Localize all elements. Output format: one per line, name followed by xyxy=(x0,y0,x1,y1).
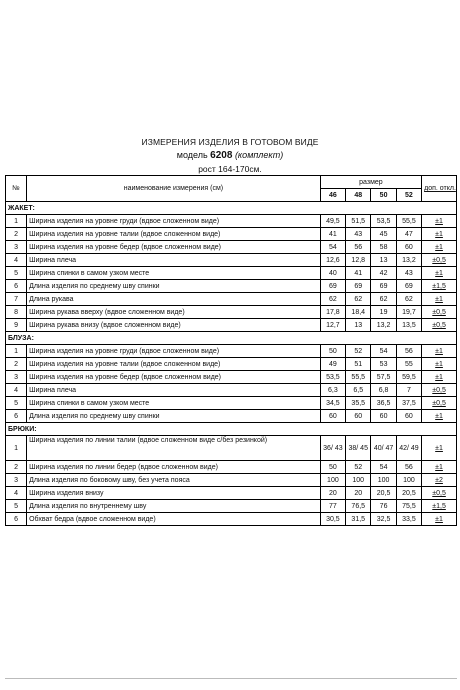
size-value: 19,7 xyxy=(396,306,421,319)
size-value: 35,5 xyxy=(346,397,371,410)
size-value: 36,5 xyxy=(371,397,396,410)
size-value: 50 xyxy=(320,345,345,358)
section-row xyxy=(6,332,457,345)
size-value: 53,5 xyxy=(320,371,345,384)
measurement-name: Ширина изделия на уровне груди (вдвое сложенном виде) xyxy=(27,345,321,358)
size-52: 52 xyxy=(396,189,421,202)
row-number: 5 xyxy=(6,397,27,410)
size-value: 33,5 xyxy=(396,513,421,526)
footer-line xyxy=(5,678,457,679)
measurement-name: Длина изделия по среднему шву спинки xyxy=(27,410,321,423)
row-number: 3 xyxy=(6,371,27,384)
row-number: 8 xyxy=(6,306,27,319)
table-row xyxy=(6,410,457,423)
size-value: 53 xyxy=(371,358,396,371)
size-value: 20 xyxy=(320,487,345,500)
measurement-name: Ширина изделия по линии бедер (вдвое сложенном виде) xyxy=(27,461,321,474)
document-title: ИЗМЕРЕНИЯ ИЗДЕЛИЯ В ГОТОВОМ ВИДЕ xyxy=(141,137,319,147)
size-value: 13 xyxy=(346,319,371,332)
size-value: 34,5 xyxy=(320,397,345,410)
table-row xyxy=(6,487,457,500)
size-value: 12,6 xyxy=(320,254,345,267)
size-value: 100 xyxy=(371,474,396,487)
table-row xyxy=(6,306,457,319)
row-number: 3 xyxy=(6,474,27,487)
tolerance-value: ±0,5 xyxy=(422,254,457,267)
tolerance-value: ±0,5 xyxy=(422,397,457,410)
size-value: 13,2 xyxy=(396,254,421,267)
size-value: 51 xyxy=(346,358,371,371)
size-value: 54 xyxy=(320,241,345,254)
size-value: 69 xyxy=(396,280,421,293)
measurement-name: Ширина изделия на уровне бедер (вдвое сложенном виде) xyxy=(27,241,321,254)
measurement-name: Ширина спинки в самом узком месте xyxy=(27,267,321,280)
size-value: 75,5 xyxy=(396,500,421,513)
table-row xyxy=(6,215,457,228)
size-value: 6,8 xyxy=(371,384,396,397)
size-value: 19 xyxy=(371,306,396,319)
measurement-name: Обхват бедра (вдвое сложенном виде) xyxy=(27,513,321,526)
size-value: 62 xyxy=(396,293,421,306)
table-row xyxy=(6,280,457,293)
measurement-name: Ширина изделия по линии талии (вдвое сложенном виде с/без резинкой) xyxy=(27,436,321,461)
row-number: 4 xyxy=(6,384,27,397)
table-row xyxy=(6,345,457,358)
size-value: 20,5 xyxy=(396,487,421,500)
measurement-name: Ширина плеча xyxy=(27,254,321,267)
column-header-number: № xyxy=(6,176,27,202)
size-value: 12,7 xyxy=(320,319,345,332)
size-value: 58 xyxy=(371,241,396,254)
size-value: 50 xyxy=(320,461,345,474)
measurement-name: Ширина изделия на уровне талии (вдвое сложенном виде) xyxy=(27,358,321,371)
size-value: 62 xyxy=(346,293,371,306)
tolerance-value: ±0,5 xyxy=(422,384,457,397)
size-value: 52 xyxy=(346,345,371,358)
measurement-name: Длина изделия по внутреннему шву xyxy=(27,500,321,513)
table-row xyxy=(6,241,457,254)
size-value: 30,5 xyxy=(320,513,345,526)
size-value: 56 xyxy=(346,241,371,254)
measurement-name: Ширина изделия на уровне талии (вдвое сложенном виде) xyxy=(27,228,321,241)
size-value: 59,5 xyxy=(396,371,421,384)
size-46: 46 xyxy=(320,189,345,202)
tolerance-value: ±0,5 xyxy=(422,306,457,319)
row-number: 5 xyxy=(6,267,27,280)
measurement-name: Ширина рукава вверху (вдвое сложенном виде) xyxy=(27,306,321,319)
measurements-table xyxy=(5,175,457,526)
size-value: 20 xyxy=(346,487,371,500)
size-value: 69 xyxy=(371,280,396,293)
size-value: 60 xyxy=(346,410,371,423)
tolerance-value: ±1 xyxy=(422,293,457,306)
size-value: 32,5 xyxy=(371,513,396,526)
size-value: 52 xyxy=(346,461,371,474)
table-row xyxy=(6,513,457,526)
size-value: 54 xyxy=(371,461,396,474)
row-number: 4 xyxy=(6,487,27,500)
table-row xyxy=(6,474,457,487)
tolerance-value: ±1 xyxy=(422,358,457,371)
size-value: 69 xyxy=(320,280,345,293)
size-value: 18,4 xyxy=(346,306,371,319)
row-number: 6 xyxy=(6,410,27,423)
size-value: 42/ 49 xyxy=(396,436,421,461)
tolerance-value: ±1 xyxy=(422,436,457,461)
measurement-name: Длина изделия по среднему шву спинки xyxy=(27,280,321,293)
row-number: 2 xyxy=(6,228,27,241)
size-value: 76,5 xyxy=(346,500,371,513)
tolerance-value: ±1 xyxy=(422,345,457,358)
column-header-tolerance: доп. откл. xyxy=(422,176,457,202)
size-value: 41 xyxy=(320,228,345,241)
size-value: 13,5 xyxy=(396,319,421,332)
table-row xyxy=(6,267,457,280)
size-value: 49,5 xyxy=(320,215,345,228)
measurement-name: Ширина спинки в самом узком месте xyxy=(27,397,321,410)
table-row xyxy=(6,384,457,397)
table-row xyxy=(6,461,457,474)
size-value: 40/ 47 xyxy=(371,436,396,461)
tolerance-value: ±1,5 xyxy=(422,280,457,293)
measurement-name: Ширина изделия на уровне бедер (вдвое сложенном виде) xyxy=(27,371,321,384)
tolerance-value: ±1 xyxy=(422,228,457,241)
size-value: 100 xyxy=(396,474,421,487)
model-line xyxy=(0,150,460,161)
size-value: 43 xyxy=(396,267,421,280)
size-value: 31,5 xyxy=(346,513,371,526)
size-value: 13,2 xyxy=(371,319,396,332)
size-value: 62 xyxy=(320,293,345,306)
size-value: 55 xyxy=(396,358,421,371)
size-value: 56 xyxy=(396,461,421,474)
row-number: 1 xyxy=(6,215,27,228)
size-value: 55,5 xyxy=(396,215,421,228)
size-48: 48 xyxy=(346,189,371,202)
height-range: рост 164-170см. xyxy=(198,164,262,174)
size-value: 57,5 xyxy=(371,371,396,384)
size-value: 40 xyxy=(320,267,345,280)
size-value: 69 xyxy=(346,280,371,293)
measurement-name: Ширина рукава внизу (вдвое сложенном виде) xyxy=(27,319,321,332)
tolerance-value: ±1 xyxy=(422,461,457,474)
tolerance-value: ±1 xyxy=(422,410,457,423)
section-title: БРЮКИ: xyxy=(6,423,457,436)
section-title: БЛУЗА: xyxy=(6,332,457,345)
tolerance-value: ±1,5 xyxy=(422,500,457,513)
size-value: 77 xyxy=(320,500,345,513)
measurement-name: Ширина плеча xyxy=(27,384,321,397)
size-value: 43 xyxy=(346,228,371,241)
row-number: 6 xyxy=(6,513,27,526)
row-number: 3 xyxy=(6,241,27,254)
row-number: 2 xyxy=(6,358,27,371)
row-number: 1 xyxy=(6,345,27,358)
size-value: 12,8 xyxy=(346,254,371,267)
tolerance-value: ±0,5 xyxy=(422,487,457,500)
table-row xyxy=(6,397,457,410)
table-row xyxy=(6,436,457,461)
row-number: 7 xyxy=(6,293,27,306)
size-value: 56 xyxy=(396,345,421,358)
model-kit: (комплект) xyxy=(234,150,284,160)
header-row xyxy=(6,176,457,189)
size-50: 50 xyxy=(371,189,396,202)
tolerance-value: ±1 xyxy=(422,241,457,254)
table-row xyxy=(6,358,457,371)
size-value: 60 xyxy=(371,410,396,423)
size-value: 6,3 xyxy=(320,384,345,397)
size-value: 20,5 xyxy=(371,487,396,500)
size-value: 41 xyxy=(346,267,371,280)
measurement-name: Длина рукава xyxy=(27,293,321,306)
size-value: 47 xyxy=(396,228,421,241)
size-value: 100 xyxy=(346,474,371,487)
size-value: 7 xyxy=(396,384,421,397)
tolerance-value: ±1 xyxy=(422,215,457,228)
size-value: 6,5 xyxy=(346,384,371,397)
column-header-size: размер xyxy=(320,176,421,189)
measurement-name: Ширина изделия внизу xyxy=(27,487,321,500)
tolerance-value: ±1 xyxy=(422,371,457,384)
size-value: 49 xyxy=(320,358,345,371)
size-value: 42 xyxy=(371,267,396,280)
size-value: 38/ 45 xyxy=(346,436,371,461)
column-header-name: наименование измерения (см) xyxy=(27,176,321,202)
section-row xyxy=(6,423,457,436)
size-value: 76 xyxy=(371,500,396,513)
section-row xyxy=(6,202,457,215)
section-title: ЖАКЕТ: xyxy=(6,202,457,215)
size-value: 60 xyxy=(396,410,421,423)
measurement-name: Ширина изделия на уровне груди (вдвое сложенном виде) xyxy=(27,215,321,228)
row-number: 2 xyxy=(6,461,27,474)
row-number: 4 xyxy=(6,254,27,267)
row-number: 1 xyxy=(6,436,27,461)
size-value: 55,5 xyxy=(346,371,371,384)
size-value: 17,8 xyxy=(320,306,345,319)
size-value: 37,5 xyxy=(396,397,421,410)
tolerance-value: ±2 xyxy=(422,474,457,487)
tolerance-value: ±0,5 xyxy=(422,319,457,332)
model-number: 6208 xyxy=(210,150,233,161)
tolerance-value: ±1 xyxy=(422,267,457,280)
size-value: 60 xyxy=(396,241,421,254)
measurement-name: Длина изделия по боковому шву, без учета пояса xyxy=(27,474,321,487)
tolerance-value: ±1 xyxy=(422,513,457,526)
table-row xyxy=(6,293,457,306)
row-number: 9 xyxy=(6,319,27,332)
row-number: 6 xyxy=(6,280,27,293)
table-row xyxy=(6,319,457,332)
size-value: 51,5 xyxy=(346,215,371,228)
size-value: 45 xyxy=(371,228,396,241)
table-row xyxy=(6,500,457,513)
size-value: 62 xyxy=(371,293,396,306)
size-value: 100 xyxy=(320,474,345,487)
table-row xyxy=(6,254,457,267)
table-row xyxy=(6,228,457,241)
table-row xyxy=(6,371,457,384)
size-value: 13 xyxy=(371,254,396,267)
model-label: модель xyxy=(176,150,208,160)
size-value: 60 xyxy=(320,410,345,423)
size-value: 53,5 xyxy=(371,215,396,228)
size-value: 36/ 43 xyxy=(320,436,345,461)
row-number: 5 xyxy=(6,500,27,513)
size-value: 54 xyxy=(371,345,396,358)
